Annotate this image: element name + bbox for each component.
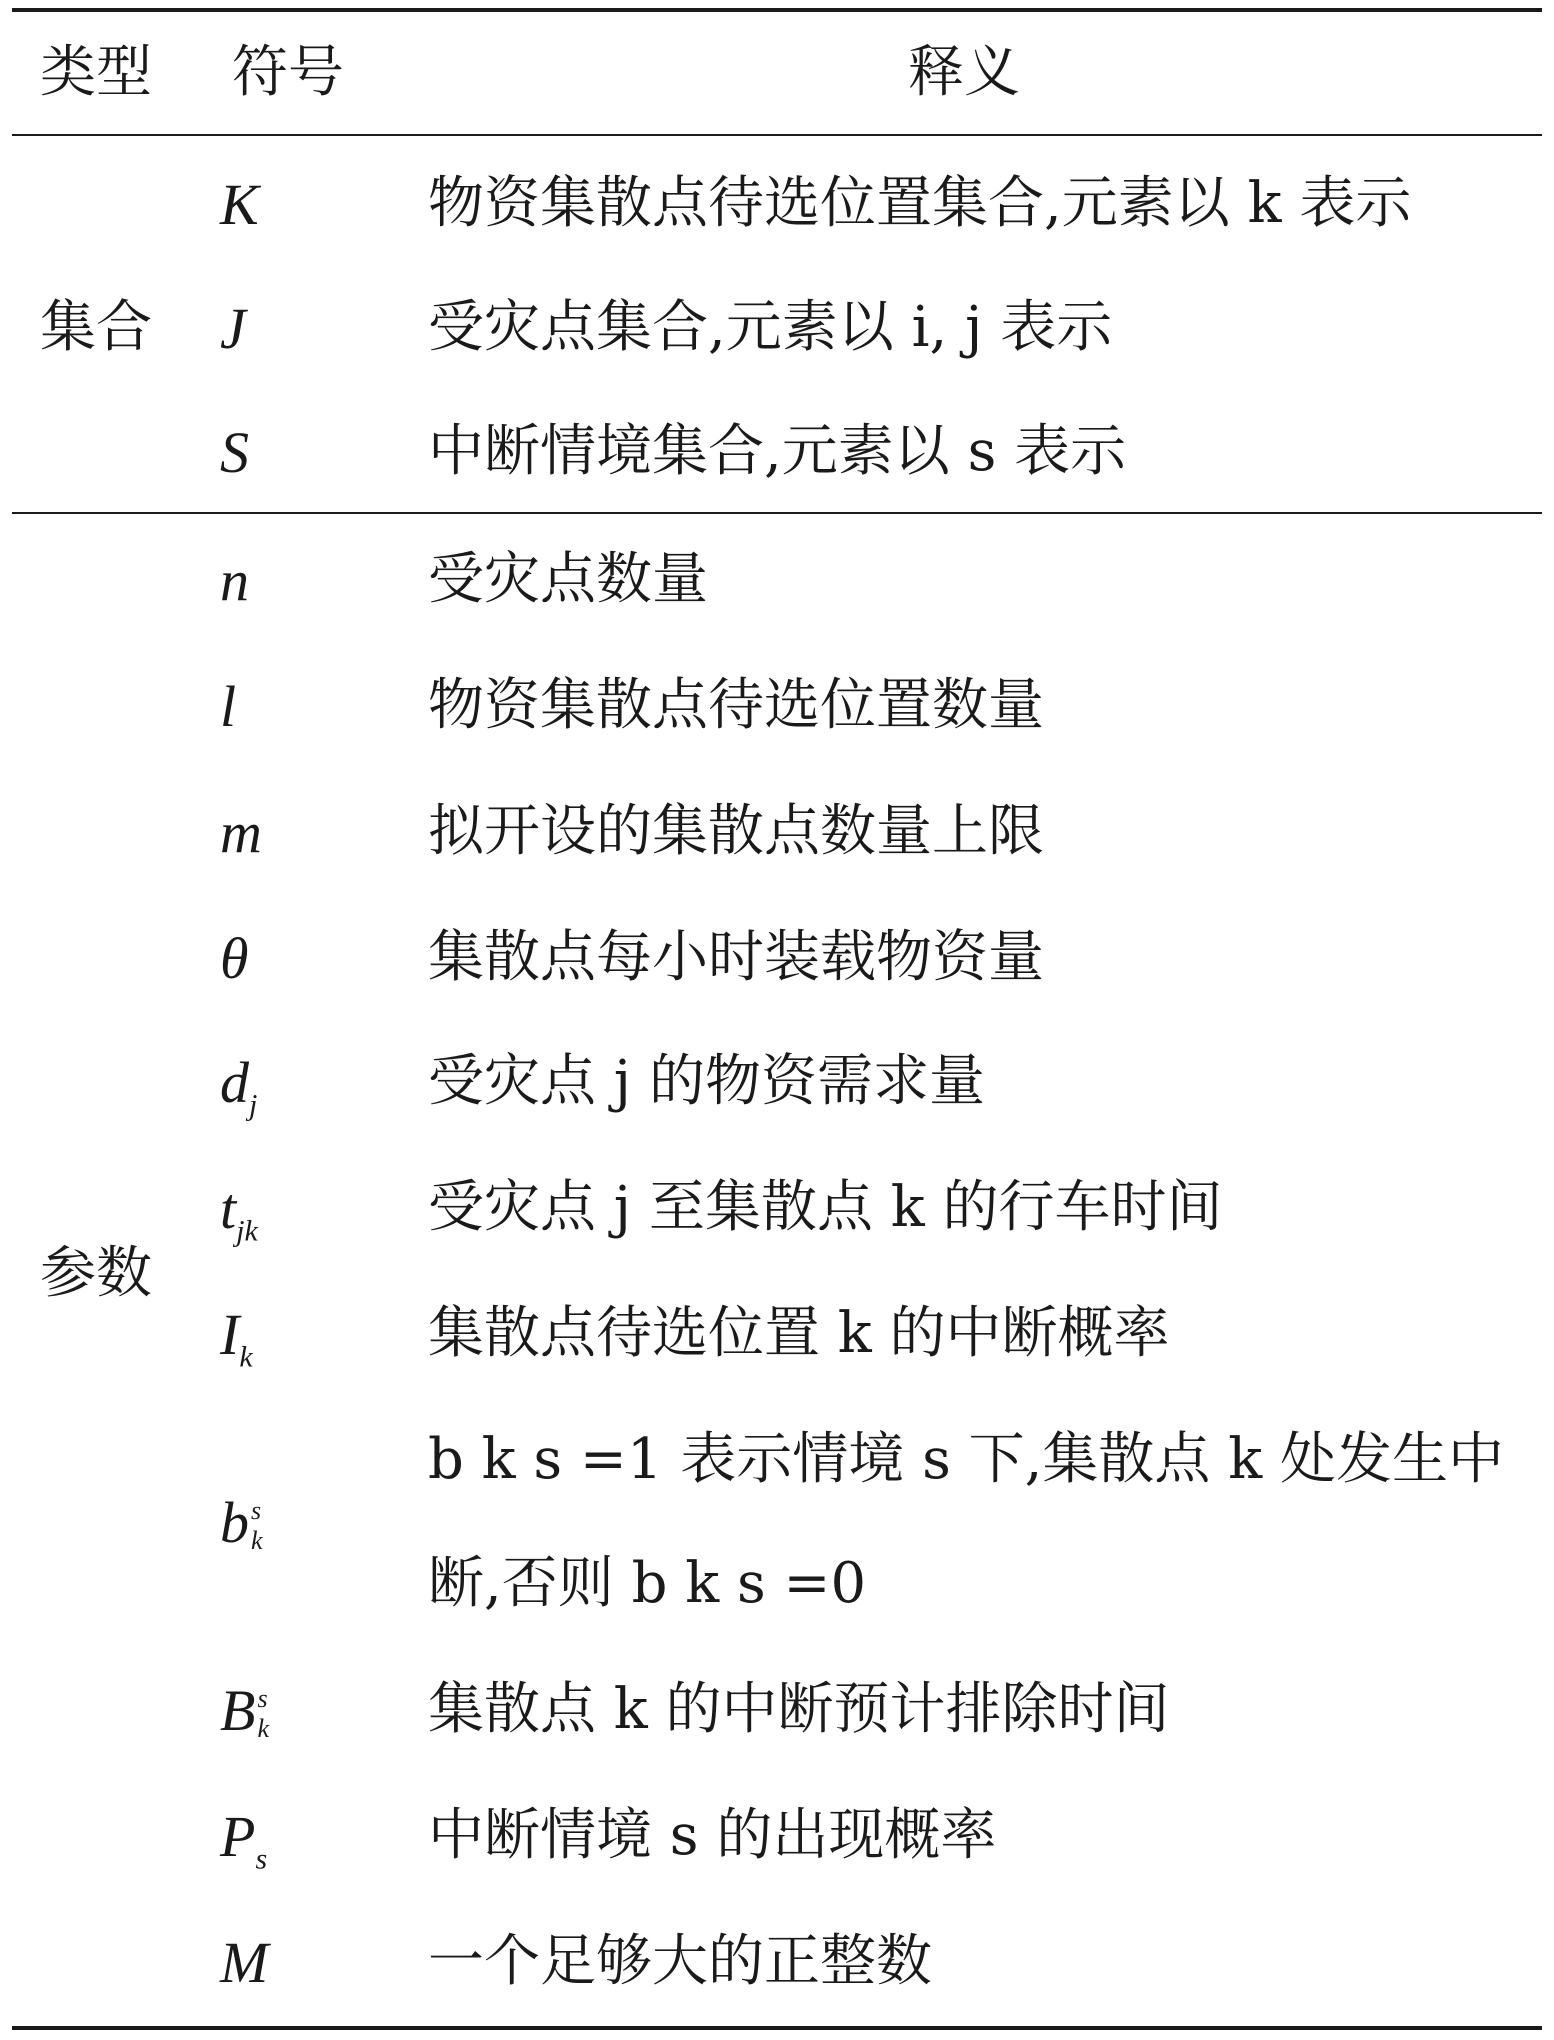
symbol-M: M [220,1930,269,1995]
symbol-subscript: s [255,1842,268,1876]
definition-Ik: 集散点待选位置 k 的中断概率 [428,1301,1170,1366]
group-label-params: 参数 [40,1241,152,1306]
table-bottom-rule [12,2026,1542,2030]
symbol-subscript: k [251,1526,263,1555]
symbol-superscript: s [257,1684,268,1713]
symbol-superscript: s [251,1496,262,1525]
definition-Bks: 集散点 k 的中断预计排除时间 [428,1677,1170,1742]
symbol-main: B [220,1678,256,1743]
symbol-Ik [220,1302,370,1374]
symbol-bks [220,1490,370,1555]
header-rule [12,134,1542,136]
definition-M: 一个足够大的正整数 [428,1929,932,1994]
definition-l: 物资集散点待选位置数量 [428,673,1044,738]
symbol-main: t [220,1176,237,1241]
symbol-dj [220,1050,370,1122]
header-type: 类型 [40,40,152,105]
group-rule [12,512,1542,514]
header-symbol: 符号 [232,40,344,105]
definition-S: 中断情境集合,元素以 s 表示 [428,419,1127,484]
symbol-main: I [220,1302,240,1367]
definition-J: 受灾点集合,元素以 i, j 表示 [428,295,1113,360]
definition-theta: 集散点每小时装载物资量 [428,925,1044,990]
definition-bks-line2: 断,否则 b k s =0 [428,1551,867,1616]
definition-n: 受灾点数量 [428,547,708,612]
group-label-sets: 集合 [40,295,152,360]
symbol-main: P [220,1804,256,1869]
definition-bks-line1: b k s =1 表示情境 s 下,集散点 k 处发生中 [428,1427,1504,1492]
symbol-m: m [220,800,262,865]
symbol-subscript: j [249,1088,258,1122]
symbol-l: l [220,674,237,739]
symbol-Bks [220,1678,370,1743]
symbol-theta: θ [220,926,249,991]
symbol-main: d [220,1050,249,1115]
definition-K: 物资集散点待选位置集合,元素以 k 表示 [428,171,1412,236]
definition-Ps: 中断情境 s 的出现概率 [428,1803,997,1868]
table-top-rule [12,8,1542,12]
symbol-K: K [220,172,259,237]
symbol-n: n [220,548,249,613]
symbol-subscript: jk [236,1214,258,1248]
symbol-subscript: k [239,1340,253,1374]
symbol-Ps [220,1804,370,1876]
symbol-tjk [220,1176,370,1248]
header-definition: 释义 [908,40,1020,105]
definition-dj: 受灾点 j 的物资需求量 [428,1049,985,1114]
symbol-subscript: k [257,1714,269,1743]
symbol-main: b [220,1490,249,1555]
definition-tjk: 受灾点 j 至集散点 k 的行车时间 [428,1175,1223,1240]
symbol-J: J [220,296,246,361]
symbol-S: S [220,420,249,485]
definition-m: 拟开设的集散点数量上限 [428,799,1044,864]
